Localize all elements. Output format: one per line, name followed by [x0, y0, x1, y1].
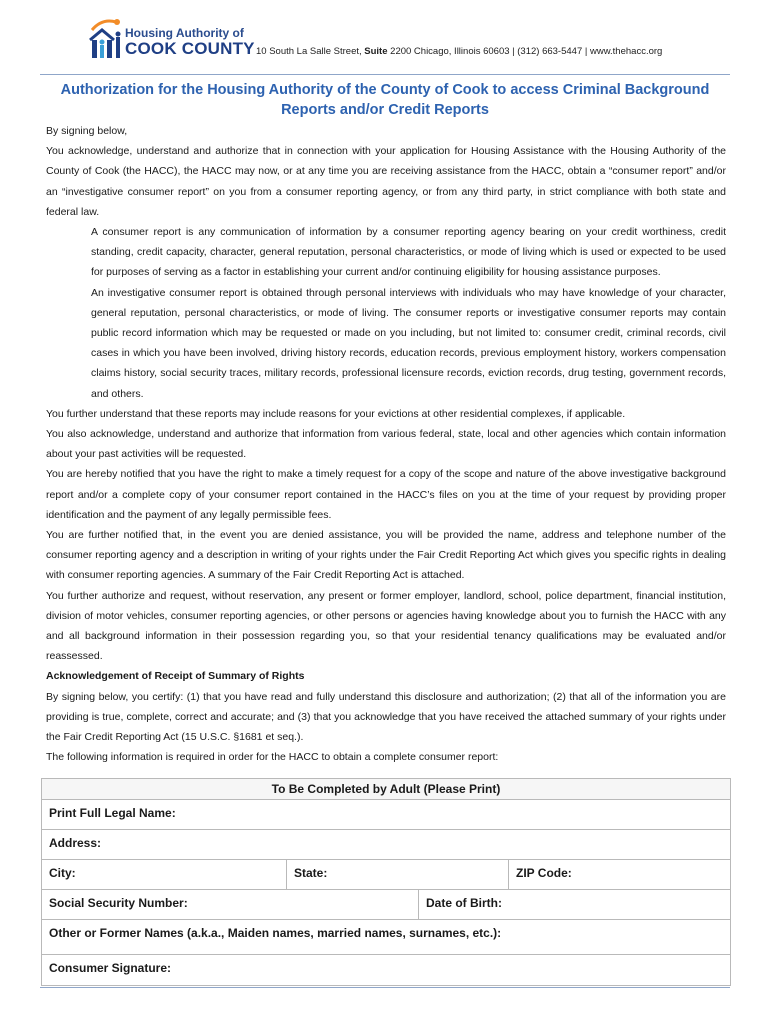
paragraph-agencies: You also acknowledge, understand and authorize that information from various federal, state, local and other agencies which contain information about your past activities will be requested.	[46, 428, 726, 461]
row-signature	[42, 955, 730, 985]
bottom-divider	[40, 987, 730, 988]
paragraph-evictions: You further understand that these reports may include reasons for your evictions at other residential complexes, if applicable.	[46, 407, 626, 420]
paragraph-intro: By signing below,	[46, 125, 128, 137]
paragraph-right-to-copy: You are hereby notified that you have the right to make a timely request for a copy of the scope and nature of the above investigative background report and/or a complete copy of your consumer report contained in the HACC’s files on you at the time of your request by providing proper identification and the payment of any legally permissible fees.	[46, 468, 726, 521]
section-heading-acknowledgement: Acknowledgement of Receipt of Summary of Rights	[46, 670, 305, 683]
dob-field[interactable]	[418, 890, 730, 919]
contact-address: 10 South La Salle Street,	[256, 46, 365, 57]
row-other-names	[42, 920, 730, 955]
hacc-logo	[88, 12, 255, 62]
paragraph-investigative-report: An investigative consumer report is obtained through personal interviews with individuals who may have knowledge of your character, general reputation, personal characteristics, or mode of living. The consumer reports or investigative consumer reports may contain public record information which may be requested or made on you including, but not limited to: consumer credit, criminal records, civil cases in which you have been involved, driving history records, education records, previous employment history, workers compensation claims history, social security traces, military records, professional licensure records, eviction records, drug testing, government records, and others.	[91, 286, 726, 400]
top-divider	[40, 74, 730, 75]
other-names-field[interactable]	[42, 920, 730, 954]
state-label: State:	[294, 866, 328, 880]
zip-field[interactable]	[508, 860, 730, 889]
row-full-name	[42, 800, 730, 830]
signature-field[interactable]	[42, 955, 730, 985]
row-address	[42, 830, 730, 860]
state-field[interactable]	[286, 860, 508, 889]
document-body	[46, 121, 726, 768]
applicant-form	[41, 778, 731, 986]
paragraph-authorize-request: You further authorize and request, without reservation, any present or former employer, landlord, school, police department, financial institution, division of motor vehicles, consumer reporting agencies, or other persons or agencies having knowledge about you to furnish the HACC with any and all background information in their possession regarding you, so that your residential tenancy qualifications may be evaluated and/or reassessed.	[46, 589, 726, 663]
contact-suite: Suite	[364, 46, 388, 57]
letterhead	[88, 12, 738, 62]
ssn-label: Social Security Number:	[49, 896, 188, 910]
full-name-label: Print Full Legal Name:	[49, 806, 176, 820]
paragraph-consumer-report: A consumer report is any communication of information by a consumer reporting agency bearing on your credit worthiness, credit standing, credit capacity, character, general reputation, personal characteristics, or mode of living which is used or expected to be used for purposes of serving as a factor in establishing your current and/or continuing eligibility for housing assistance purposes.	[91, 226, 726, 279]
logo-line2: COOK COUNTY	[125, 39, 255, 58]
city-field[interactable]	[42, 860, 286, 889]
paragraph-required-info: The following information is required in order for the HACC to obtain a complete consumer report:	[46, 751, 499, 764]
paragraph-certify: By signing below, you certify: (1) that you have read and fully understand this disclosure and authorization; (2) that all of the information you are providing is true, complete, correct and accurate; and (3) that you acknowledge that you have received the attached summary of your rights under the Fair Credit Reporting Act (15 U.S.C. §1681 et seq.).	[46, 690, 726, 744]
full-name-field[interactable]	[42, 800, 730, 829]
city-label: City:	[49, 866, 76, 880]
contact-line	[256, 46, 662, 57]
paragraph-acknowledge: You acknowledge, understand and authorize that in connection with your application for Housing Assistance with the Housing Authority of the County of Cook (the HACC), the HACC may now, or at any time you are receiving assistance from the HACC, obtain a “consumer report” and/or an “investigative consumer report” on you from a consumer reporting agency, or from any third party, in strict compliance with both state and federal law.	[46, 145, 726, 218]
address-field[interactable]	[42, 830, 730, 859]
document-title: Authorization for the Housing Authority of the County of Cook to access Criminal Background Reports and/or Credit Reports	[60, 82, 710, 118]
row-city-state-zip	[42, 860, 730, 890]
paragraph-denial: You are further notified that, in the event you are denied assistance, you will be provided the name, address and telephone number of the consumer reporting agency and a description in writing of your rights under the Fair Credit Reporting Act which gives you specific rights in dealing with consumer reporting agencies. A summary of the Fair Credit Reporting Act is attached.	[46, 529, 726, 582]
address-label: Address:	[49, 836, 102, 850]
dob-label: Date of Birth:	[426, 896, 502, 910]
house-family-icon	[88, 16, 124, 60]
logo-line1: Housing Authority of	[125, 26, 244, 40]
contact-details: 2200 Chicago, Illinois 60603 | (312) 663-5447 | www.thehacc.org	[387, 46, 663, 57]
other-names-label: Other or Former Names (a.k.a., Maiden names, married names, surnames, etc.):	[49, 926, 502, 940]
zip-label: ZIP Code:	[516, 866, 572, 880]
form-heading: To Be Completed by Adult (Please Print)	[42, 779, 730, 800]
ssn-field[interactable]	[42, 890, 418, 919]
signature-label: Consumer Signature:	[49, 961, 172, 975]
row-ssn-dob	[42, 890, 730, 920]
